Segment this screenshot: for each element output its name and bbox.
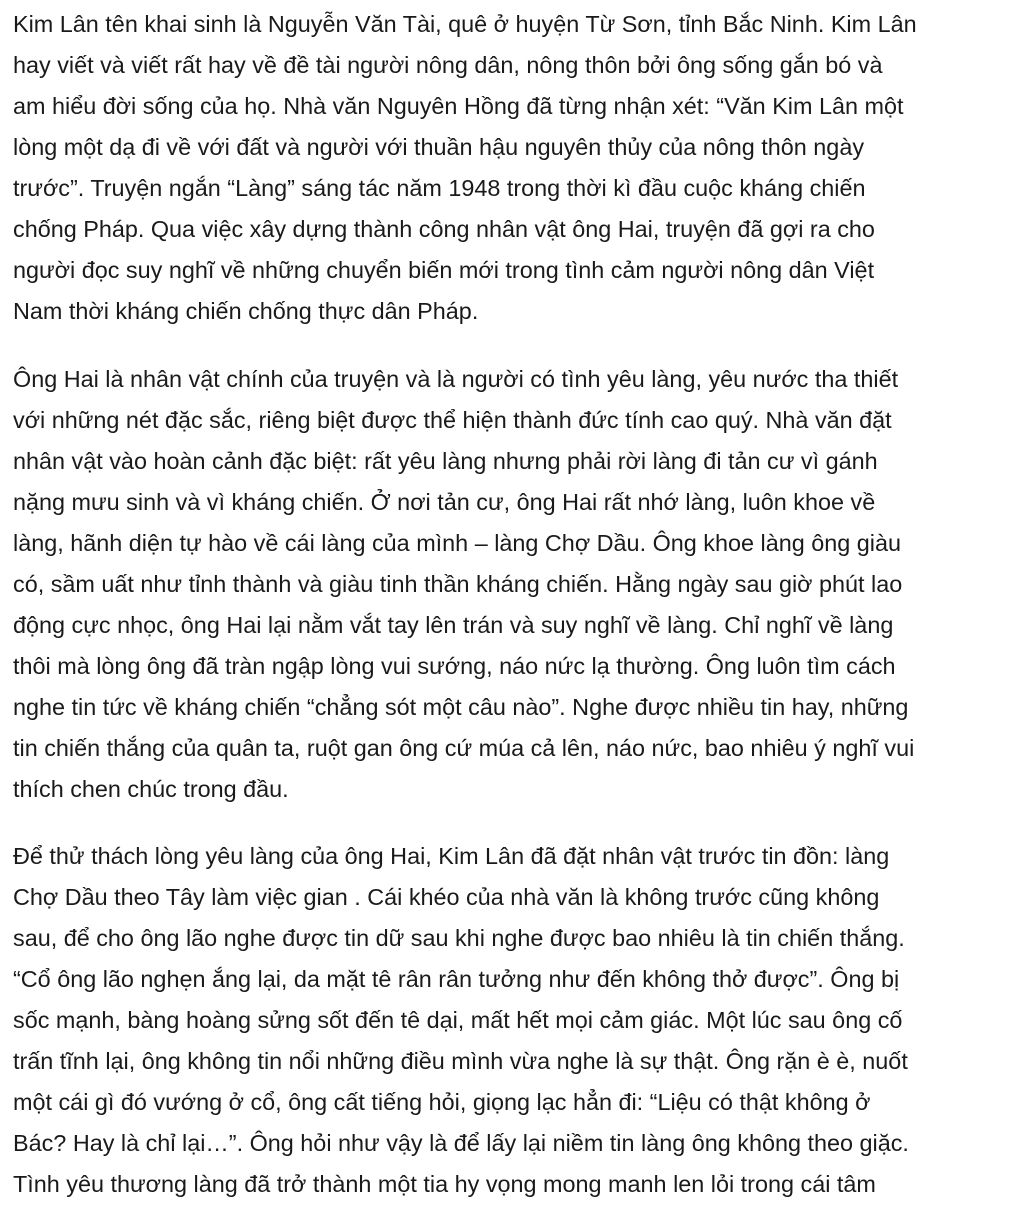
text-line: Bác? Hay là chỉ lại…”. Ông hỏi như vậy là để lấy lại niềm tin làng ông không theo giặc. [13, 1130, 909, 1156]
paragraph-1 [13, 0, 1010, 332]
text-line: tin chiến thắng của quân ta, ruột gan ông cứ múa cả lên, náo nức, bao nhiêu ý nghĩ vui [13, 735, 915, 761]
text-line: Kim Lân tên khai sinh là Nguyễn Văn Tài, quê ở huyện Từ Sơn, tỉnh Bắc Ninh. Kim Lân [13, 11, 917, 37]
text-line: Nam thời kháng chiến chống thực dân Pháp. [13, 298, 479, 324]
text-line: Chợ Dầu theo Tây làm việc gian . Cái khéo của nhà văn là không trước cũng không [13, 884, 880, 910]
text-line: nặng mưu sinh và vì kháng chiến. Ở nơi tản cư, ông Hai rất nhớ làng, luôn khoe về [13, 489, 876, 515]
paragraph-3 [13, 836, 1010, 1205]
text-line: sốc mạnh, bàng hoàng sửng sốt đến tê dại, mất hết mọi cảm giác. Một lúc sau ông cố [13, 1007, 903, 1033]
text-line: Tình yêu thương làng đã trở thành một tia hy vọng mong manh len lỏi trong cái tâm [13, 1171, 876, 1197]
text-line: Để thử thách lòng yêu làng của ông Hai, Kim Lân đã đặt nhân vật trước tin đồn: làng [13, 843, 890, 869]
text-line: sau, để cho ông lão nghe được tin dữ sau khi nghe được bao nhiêu là tin chiến thắng. [13, 925, 905, 951]
text-line: trấn tĩnh lại, ông không tin nổi những điều mình vừa nghe là sự thật. Ông rặn è è, nuốt [13, 1048, 908, 1074]
text-line: chống Pháp. Qua việc xây dựng thành công nhân vật ông Hai, truyện đã gợi ra cho [13, 216, 875, 242]
paragraph-2 [13, 359, 1010, 810]
text-line: trước”. Truyện ngắn “Làng” sáng tác năm 1948 trong thời kì đầu cuộc kháng chiến [13, 175, 866, 201]
text-line: thôi mà lòng ông đã tràn ngập lòng vui sướng, náo nức lạ thường. Ông luôn tìm cách [13, 653, 896, 679]
text-line: nhân vật vào hoàn cảnh đặc biệt: rất yêu làng nhưng phải rời làng đi tản cư vì gánh [13, 448, 878, 474]
text-line: lòng một dạ đi về với đất và người với thuần hậu nguyên thủy của nông thôn ngày [13, 134, 865, 160]
text-line: “Cổ ông lão nghẹn ắng lại, da mặt tê rân rân tưởng như đến không thở được”. Ông bị [13, 966, 900, 992]
text-line: động cực nhọc, ông Hai lại nằm vắt tay lên trán và suy nghĩ về làng. Chỉ nghĩ về làng [13, 612, 894, 638]
text-line: người đọc suy nghĩ về những chuyển biến mới trong tình cảm người nông dân Việt [13, 257, 875, 283]
text-line: Ông Hai là nhân vật chính của truyện và là người có tình yêu làng, yêu nước tha thiết [13, 366, 899, 392]
text-line: nghe tin tức về kháng chiến “chẳng sót một câu nào”. Nghe được nhiều tin hay, những [13, 694, 909, 720]
text-line: có, sầm uất như tỉnh thành và giàu tinh thần kháng chiến. Hằng ngày sau giờ phút lao [13, 571, 903, 597]
text-line: am hiểu đời sống của họ. Nhà văn Nguyên Hồng đã từng nhận xét: “Văn Kim Lân một [13, 93, 904, 119]
text-line: một cái gì đó vướng ở cổ, ông cất tiếng hỏi, giọng lạc hẳn đi: “Liệu có thật không ở [13, 1089, 871, 1115]
text-line: làng, hãnh diện tự hào về cái làng của mình – làng Chợ Dầu. Ông khoe làng ông giàu [13, 530, 901, 556]
text-line: thích chen chúc trong đầu. [13, 776, 289, 802]
text-line: hay viết và viết rất hay về đề tài người nông dân, nông thôn bởi ông sống gắn bó và [13, 52, 883, 78]
text-line: với những nét đặc sắc, riêng biệt được thể hiện thành đức tính cao quý. Nhà văn đặt [13, 407, 892, 433]
